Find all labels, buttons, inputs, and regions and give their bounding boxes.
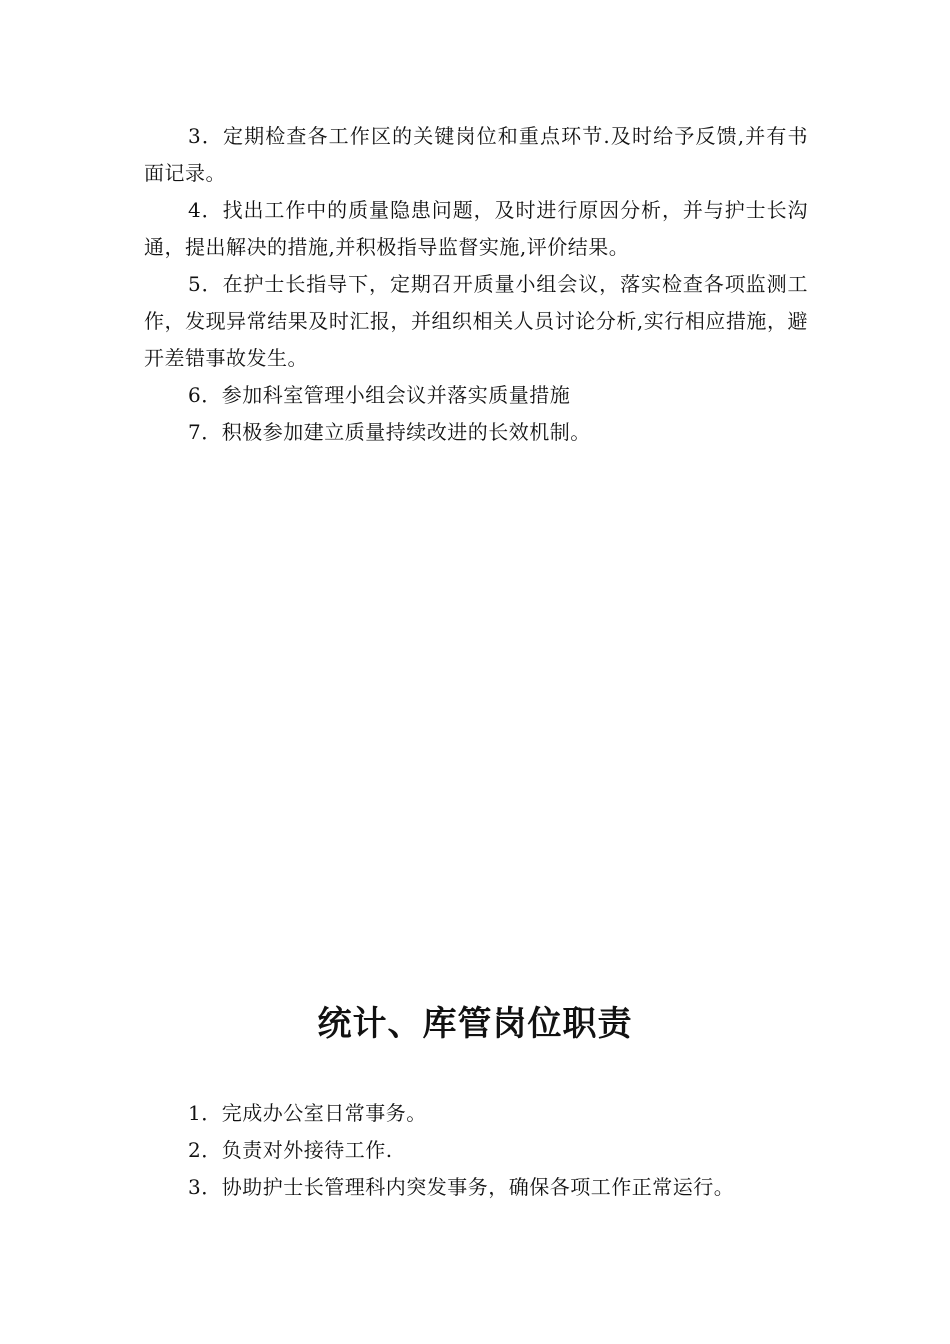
duty-item-5: 5．在护士长指导下，定期召开质量小组会议，落实检查各项监测工作，发现异常结果及时汇报，并组织相关人员讨论分析,实行相应措施，避开差错事故发生。 [144,272,808,370]
stat-duty-item-3: 3．协助护士长管理科内突发事务，确保各项工作正常运行。 [188,1175,735,1199]
stat-duty-item-2: 2．负责对外接待工作. [188,1138,393,1162]
section-title: 统计、库管岗位职责 [317,1004,633,1044]
stat-duty-item-1: 1．完成办公室日常事务。 [188,1101,427,1125]
duty-item-4: 4．找出工作中的质量隐患问题，及时进行原因分析，并与护士长沟通，提出解决的措施,并积极指导监督实施,评价结果。 [144,198,808,259]
quality-duties-list [144,118,808,451]
duty-item-3: 3．定期检查各工作区的关键岗位和重点环节.及时给予反馈,并有书面记录。 [144,124,808,185]
statistics-duties-list [144,1095,808,1206]
duty-item-7: 7．积极参加建立质量持续改进的长效机制。 [188,420,591,444]
duty-item-6: 6．参加科室管理小组会议并落实质量措施 [188,383,571,407]
